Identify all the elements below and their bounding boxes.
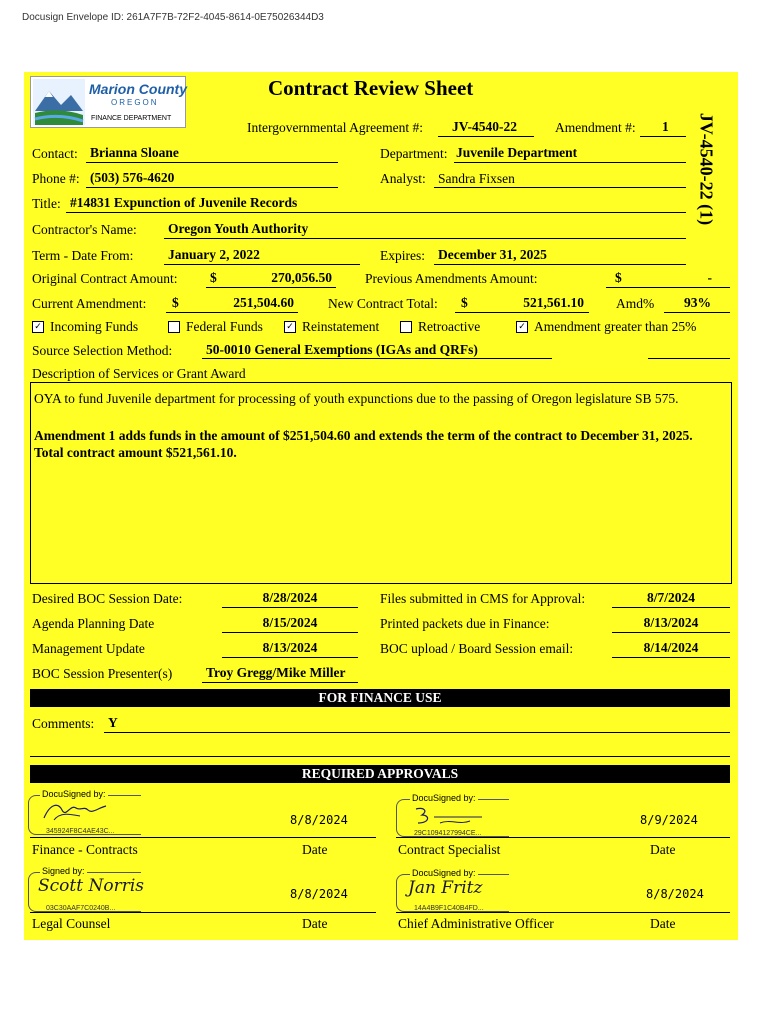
comments-label: Comments: — [32, 716, 95, 731]
amd-pct-label: Amd% — [616, 296, 655, 311]
legal-date-value: 8/8/2024 — [290, 887, 348, 901]
phone-label: Phone #: — [32, 171, 80, 186]
original-amount-label: Original Contract Amount: — [32, 271, 178, 286]
cao-role-label: Chief Administrative Officer — [398, 916, 554, 931]
analyst-value: Sandra Fixsen — [438, 171, 515, 186]
boc-session-underline — [222, 607, 358, 608]
boc-session-value: 8/28/2024 — [262, 590, 318, 605]
description-box — [30, 382, 732, 584]
legal-signature: Scott Norris — [38, 876, 144, 896]
presenter-underline — [202, 682, 358, 683]
source-selection-extra-underline — [648, 358, 730, 359]
marion-county-logo — [30, 76, 186, 128]
boc-session-label: Desired BOC Session Date: — [32, 591, 183, 606]
contractor-underline — [164, 238, 686, 239]
presenter-value: Troy Gregg/Mike Miller — [206, 665, 346, 680]
logo-dept: FINANCE DEPARTMENT — [91, 115, 172, 122]
specialist-date-value: 8/9/2024 — [640, 813, 698, 827]
incoming-funds-label: Incoming Funds — [50, 319, 139, 334]
specialist-signature — [410, 803, 490, 829]
amd-pct-underline — [664, 312, 730, 313]
federal-funds-label: Federal Funds — [186, 319, 263, 334]
boc-upload-underline — [612, 657, 730, 658]
term-from-label: Term - Date From: — [32, 248, 134, 263]
retroactive-label: Retroactive — [418, 319, 481, 334]
iga-value: JV-4540-22 — [452, 119, 517, 134]
amendment-over-25-checkbox[interactable]: ✓ — [516, 321, 528, 333]
specialist-role-label: Contract Specialist — [398, 842, 501, 857]
cms-files-label: Files submitted in CMS for Approval: — [380, 591, 586, 606]
printed-packets-label: Printed packets due in Finance: — [380, 616, 550, 631]
department-underline — [454, 162, 686, 163]
term-from-underline — [164, 264, 360, 265]
original-amount-currency: $ — [210, 270, 217, 285]
cao-date-value: 8/8/2024 — [646, 887, 704, 901]
cao-signature-line — [396, 912, 730, 913]
description-line-2: Amendment 1 adds funds in the amount of $251,504.60 and extends the term of the contract to December 31, 2025. Total contract amount $521,561.10. — [34, 428, 693, 460]
title-value: #14831 Expunction of Juvenile Records — [70, 195, 298, 210]
finance-signature-line — [30, 837, 376, 838]
finance-role-label: Finance - Contracts — [32, 842, 138, 857]
contact-label: Contact: — [32, 146, 78, 161]
cao-signature: Jan Fritz — [408, 878, 483, 898]
page-title: Contract Review Sheet — [268, 76, 474, 100]
side-contract-id-text: JV-4540-22 (1) — [696, 112, 717, 226]
new-total-value: 521,561.10 — [523, 295, 584, 310]
approvals-header: REQUIRED APPROVALS — [30, 765, 730, 783]
original-amount-value: 270,056.50 — [271, 270, 332, 285]
cms-files-value: 8/7/2024 — [646, 590, 695, 605]
agenda-planning-underline — [222, 632, 358, 633]
amd-pct-value: 93% — [684, 295, 711, 310]
description-label: Description of Services or Grant Award — [32, 366, 246, 381]
specialist-signature-id: 29C1094127994CE... — [414, 830, 482, 837]
finance-signature-id: 345924F8C4AE43C... — [46, 828, 115, 835]
comments-value: Y — [108, 715, 118, 730]
cms-files-underline — [612, 607, 730, 608]
legal-date-label: Date — [302, 916, 328, 931]
phone-underline — [86, 187, 338, 188]
analyst-label: Analyst: — [380, 171, 426, 186]
amendment-value: 1 — [662, 119, 669, 134]
side-contract-id — [696, 99, 716, 239]
printed-packets-underline — [612, 632, 730, 633]
contact-value: Brianna Sloane — [90, 145, 179, 160]
previous-amendments-label: Previous Amendments Amount: — [365, 271, 538, 286]
term-from-value: January 2, 2022 — [168, 247, 260, 262]
cao-signature-id: 14A4B9F1C40B4FD... — [414, 905, 484, 912]
contractor-label: Contractor's Name: — [32, 222, 137, 237]
source-selection-underline — [202, 358, 552, 359]
docusign-envelope-id: Docusign Envelope ID: 261A7F7B-72F2-4045-8614-0E75026344D3 — [22, 12, 324, 23]
previous-amendments-value: - — [707, 270, 712, 285]
federal-funds-checkbox[interactable] — [168, 321, 180, 333]
finance-date-value: 8/8/2024 — [290, 813, 348, 827]
finance-signature — [40, 798, 110, 824]
amendment-over-25-label: Amendment greater than 25% — [534, 319, 697, 334]
iga-label: Intergovernmental Agreement #: — [247, 120, 423, 135]
current-amendment-value: 251,504.60 — [233, 295, 294, 310]
reinstatement-label: Reinstatement — [302, 319, 380, 334]
boc-upload-value: 8/14/2024 — [643, 640, 699, 655]
current-amendment-label: Current Amendment: — [32, 296, 147, 311]
source-selection-value: 50-0010 General Exemptions (IGAs and QRFs) — [206, 342, 478, 357]
previous-amendments-currency: $ — [615, 270, 622, 285]
agenda-planning-value: 8/15/2024 — [262, 615, 318, 630]
specialist-signature-head: DocuSigned by: — [412, 793, 476, 803]
logo-name: Marion County — [89, 81, 187, 97]
expires-value: December 31, 2025 — [438, 247, 547, 262]
contact-underline — [86, 162, 338, 163]
management-update-label: Management Update — [32, 641, 145, 656]
title-underline — [66, 212, 686, 213]
comments-underline-2 — [30, 756, 730, 757]
finance-use-header: FOR FINANCE USE — [30, 689, 730, 707]
specialist-signature-line — [396, 837, 730, 838]
department-label: Department: — [380, 146, 448, 161]
description-line-1: OYA to fund Juvenile department for processing of youth expunctions due to the passing of Oregon legislature SB 575. — [34, 391, 679, 406]
comments-underline — [104, 732, 730, 733]
logo-state: OREGON — [111, 98, 159, 107]
agenda-planning-label: Agenda Planning Date — [32, 616, 155, 631]
phone-value: (503) 576-4620 — [90, 170, 175, 185]
current-amendment-underline — [166, 312, 298, 313]
amendment-underline — [640, 136, 686, 137]
previous-amendments-underline — [606, 287, 730, 288]
printed-packets-value: 8/13/2024 — [643, 615, 699, 630]
legal-signature-id: 03C30AAF7C0240B... — [46, 905, 116, 912]
expires-label: Expires: — [380, 248, 425, 263]
finance-date-label: Date — [302, 842, 328, 857]
title-label: Title: — [32, 196, 61, 211]
new-total-underline — [455, 312, 589, 313]
presenter-label: BOC Session Presenter(s) — [32, 666, 173, 681]
legal-signature-line — [30, 912, 376, 913]
boc-upload-label: BOC upload / Board Session email: — [380, 641, 574, 656]
cao-date-label: Date — [650, 916, 676, 931]
management-update-value: 8/13/2024 — [262, 640, 318, 655]
specialist-date-label: Date — [650, 842, 676, 857]
analyst-underline — [434, 187, 686, 188]
original-amount-underline — [206, 287, 336, 288]
current-amendment-currency: $ — [172, 295, 179, 310]
incoming-funds-checkbox[interactable]: ✓ — [32, 321, 44, 333]
expires-underline — [434, 264, 686, 265]
source-selection-label: Source Selection Method: — [32, 343, 173, 358]
iga-underline — [438, 136, 534, 137]
contractor-value: Oregon Youth Authority — [168, 221, 309, 236]
department-value: Juvenile Department — [456, 145, 578, 160]
legal-signature-head: Signed by: — [42, 866, 85, 876]
new-total-label: New Contract Total: — [328, 296, 438, 311]
management-update-underline — [222, 657, 358, 658]
amendment-label: Amendment #: — [555, 120, 636, 135]
legal-role-label: Legal Counsel — [32, 916, 111, 931]
reinstatement-checkbox[interactable]: ✓ — [284, 321, 296, 333]
finance-signature-head: DocuSigned by: — [42, 789, 106, 799]
retroactive-checkbox[interactable] — [400, 321, 412, 333]
new-total-currency: $ — [461, 295, 468, 310]
cao-signature-head: DocuSigned by: — [412, 868, 476, 878]
